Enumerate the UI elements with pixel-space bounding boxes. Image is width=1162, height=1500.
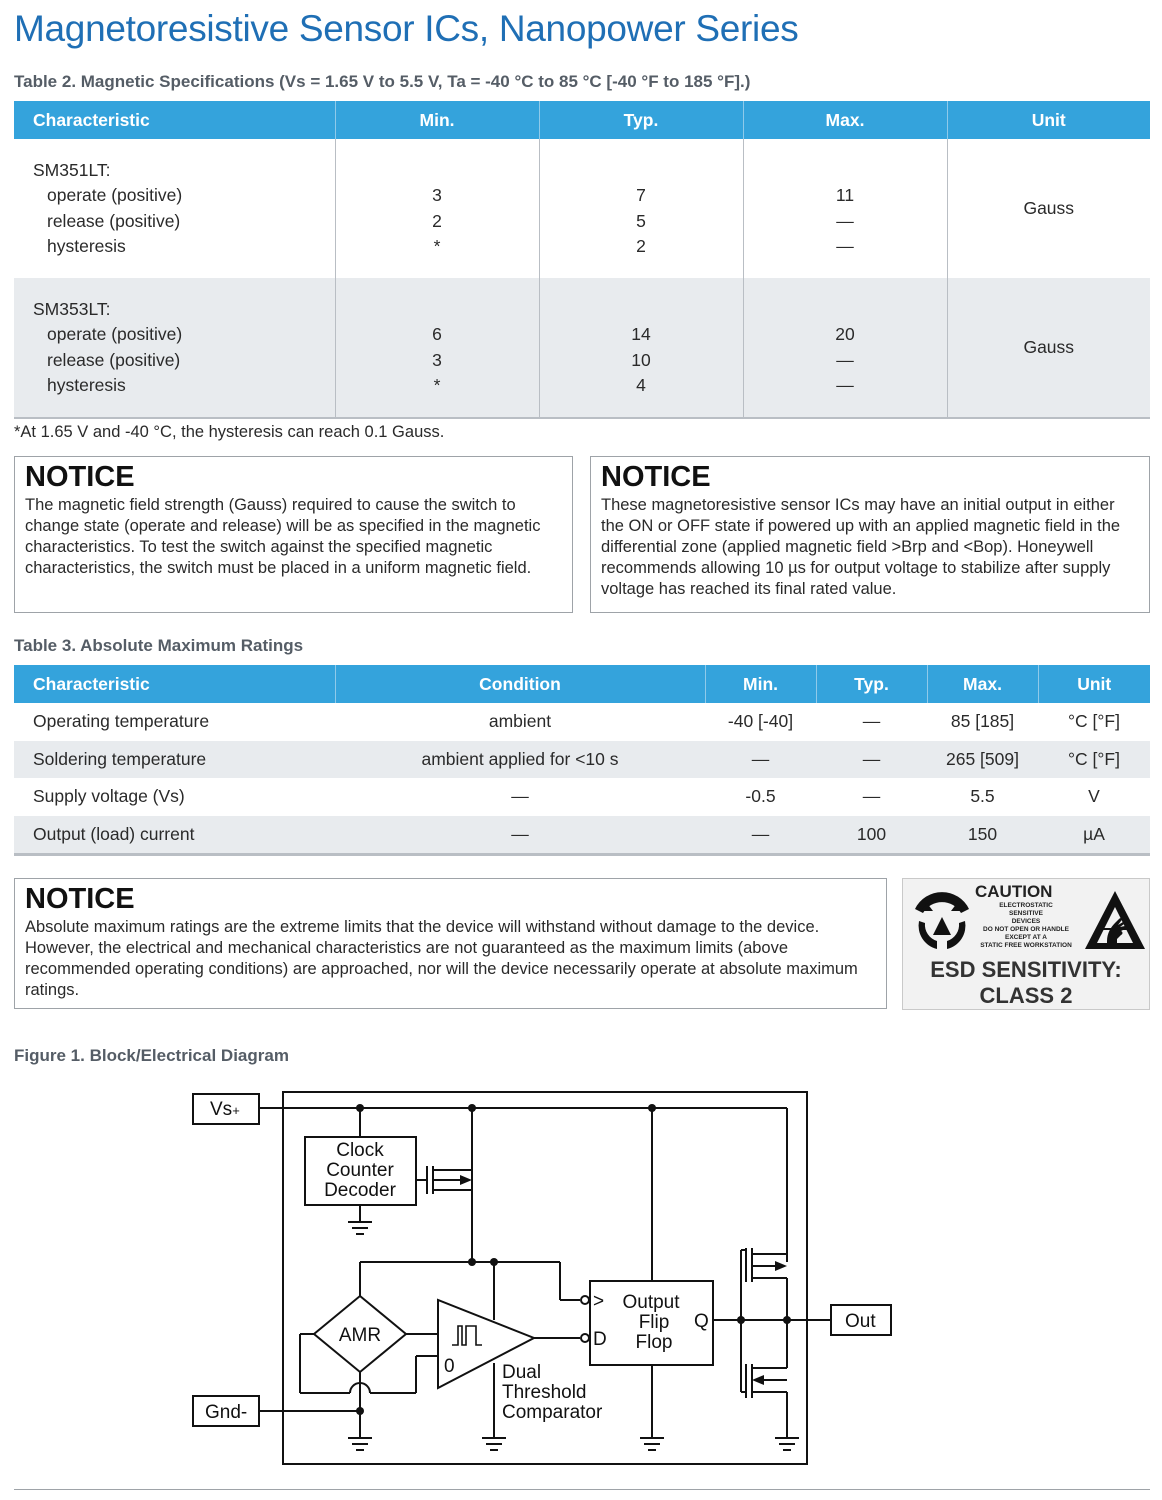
col-header: Min. xyxy=(705,665,816,703)
max-cell xyxy=(743,278,947,418)
col-header: Typ. xyxy=(816,665,927,703)
min-cell: — xyxy=(705,816,816,855)
absolute-max-table xyxy=(14,665,1150,856)
flipflop-label-line: Output xyxy=(622,1292,680,1313)
col-header: Typ. xyxy=(539,101,743,139)
col-header: Min. xyxy=(335,101,539,139)
table-header-row xyxy=(14,101,1150,139)
esd-sensitivity-text: ESD SENSITIVITY: CLASS 2 xyxy=(930,957,1122,1008)
table-row xyxy=(14,816,1150,855)
min-cell xyxy=(335,139,539,278)
max-cell: 150 xyxy=(927,816,1038,855)
out-pin-label: Out xyxy=(845,1311,876,1332)
block-diagram-svg xyxy=(0,1078,1162,1478)
unit-cell: °C [°F] xyxy=(1038,741,1150,779)
value: 3 xyxy=(432,349,442,370)
row-label: operate (positive) xyxy=(47,324,183,344)
row-label: hysteresis xyxy=(47,236,126,256)
condition-cell: ambient xyxy=(488,711,552,732)
table3-caption: Table 3. Absolute Maximum Ratings xyxy=(14,636,304,655)
typ-cell: — xyxy=(862,711,881,732)
col-header: Characteristic xyxy=(14,665,335,703)
row-label: release (positive) xyxy=(47,210,181,231)
notice-box xyxy=(14,456,573,613)
typ-cell: 100 xyxy=(816,816,927,855)
unit-cell: V xyxy=(1088,786,1100,807)
typ-cell xyxy=(539,139,743,278)
value: — xyxy=(836,349,854,370)
row-label: operate (positive) xyxy=(47,185,183,205)
condition-cell: — xyxy=(335,816,705,855)
max-cell: 265 [509] xyxy=(927,741,1038,779)
characteristic-cell: Supply voltage (Vs) xyxy=(33,786,185,807)
esd-symbol-icon xyxy=(907,887,977,957)
characteristic-cell: Output (load) current xyxy=(14,816,335,855)
clock-label-line: Clock xyxy=(336,1140,384,1161)
block-diagram xyxy=(0,1078,1162,1483)
characteristic-cell: Operating temperature xyxy=(33,711,210,732)
gnd-pin-label: Gnd- xyxy=(205,1402,248,1423)
flipflop-label-line: Flip xyxy=(638,1312,670,1333)
table-row xyxy=(14,778,1150,816)
min-cell: — xyxy=(705,741,816,779)
value: 5 xyxy=(636,210,646,231)
value: — xyxy=(836,210,854,231)
min-cell: -0.5 xyxy=(745,786,776,807)
comparator-zero-label: 0 xyxy=(444,1356,455,1377)
clock-label-line: Counter xyxy=(326,1160,394,1181)
esd-caution-label xyxy=(902,878,1150,1010)
value: — xyxy=(836,236,854,256)
group-name: SM351LT: xyxy=(33,159,111,180)
unit-cell: Gauss xyxy=(947,139,1150,278)
row-label: release (positive) xyxy=(47,349,181,370)
col-header: Unit xyxy=(1038,665,1150,703)
comparator-label-line: Threshold xyxy=(502,1382,587,1403)
table-row xyxy=(14,139,1150,278)
value: 2 xyxy=(432,210,442,231)
max-cell: 85 [185] xyxy=(950,711,1015,732)
col-header: Condition xyxy=(335,665,705,703)
characteristic-cell xyxy=(14,278,335,418)
comparator-label-line: Dual xyxy=(502,1362,542,1383)
unit-cell: Gauss xyxy=(947,278,1150,418)
min-cell: -40 [-40] xyxy=(727,711,794,732)
row-label: hysteresis xyxy=(47,375,126,395)
condition-cell: ambient applied for <10 s xyxy=(335,741,705,779)
notice-box xyxy=(14,878,887,1009)
max-cell: 5.5 xyxy=(970,786,995,807)
typ-cell: — xyxy=(862,786,881,807)
table-row xyxy=(14,741,1150,779)
typ-cell xyxy=(539,278,743,418)
col-header: Characteristic xyxy=(14,101,335,139)
unit-cell: °C [°F] xyxy=(1068,711,1120,732)
d-input-pin-label: D xyxy=(593,1329,607,1350)
comparator-label-line: Comparator xyxy=(502,1402,603,1423)
value: 3 xyxy=(432,185,442,205)
value: * xyxy=(433,236,441,256)
condition-cell: — xyxy=(511,786,529,807)
col-header: Max. xyxy=(927,665,1038,703)
value: * xyxy=(433,375,441,395)
notice-title: NOTICE xyxy=(601,461,711,493)
clock-input-pin-label: > xyxy=(593,1291,605,1312)
q-output-pin-label: Q xyxy=(694,1311,709,1332)
col-header: Unit xyxy=(947,101,1150,139)
table2-footnote: *At 1.65 V and -40 °C, the hysteresis can reach 0.1 Gauss. xyxy=(14,423,445,441)
value: 20 xyxy=(835,324,855,344)
characteristic-cell: Soldering temperature xyxy=(14,741,335,779)
table-header-row xyxy=(14,665,1150,703)
page-title: Magnetoresistive Sensor ICs, Nanopower Series xyxy=(14,8,799,49)
notice-body: These magnetoresistive sensor ICs may have an initial output in either the ON or OFF state if powered up with an applied magnetic field in the differential zone (applied magnetic field >Brp and <Bop). Honeywell recommends allowing 10 µs for output voltage to stabilize after supply voltage has reached its final rated value. xyxy=(601,496,1121,598)
figure1-caption: Figure 1. Block/Electrical Diagram xyxy=(14,1046,289,1065)
caution-subtext: ELECTROSTATIC SENSITIVE DEVICES DO NOT OPEN OR HANDLE EXCEPT AT A STATIC FREE WORKSTATION xyxy=(980,902,1072,949)
max-cell xyxy=(743,139,947,278)
table-row xyxy=(14,703,1150,741)
magnetic-spec-table xyxy=(14,101,1150,419)
notice-box xyxy=(590,456,1150,613)
value: 11 xyxy=(835,185,855,205)
bottom-rule xyxy=(14,1489,1150,1490)
value: 2 xyxy=(636,236,646,256)
table-row xyxy=(14,278,1150,418)
notice-body: Absolute maximum ratings are the extreme limits that the device will withstand without damage to the device. However, the electrical and mechanical characteristics are not guaranteed as the maximum limits (above recommended operating conditions) are approached, nor will the device necessarily operate at absolute maximum ratings. xyxy=(25,918,858,999)
amr-label: AMR xyxy=(338,1325,382,1346)
value: 10 xyxy=(631,349,651,370)
notice-body: The magnetic field strength (Gauss) required to cause the switch to change state (operate and release) will be as specified in the magnetic characteristics. To test the switch against the specified magnetic characteristics, the switch must be placed in a uniform magnetic field. xyxy=(25,496,541,577)
typ-cell: — xyxy=(816,741,927,779)
group-name: SM353LT: xyxy=(33,298,111,319)
clock-label-line: Decoder xyxy=(324,1180,396,1201)
caution-label: CAUTION xyxy=(975,882,1053,901)
value: 7 xyxy=(636,185,646,205)
esd-hand-triangle-icon xyxy=(1083,889,1147,953)
vs-pin-label: Vs+ xyxy=(210,1099,240,1120)
min-cell xyxy=(335,278,539,418)
characteristic-cell xyxy=(14,139,335,278)
notice-title: NOTICE xyxy=(25,461,135,493)
value: — xyxy=(836,375,854,395)
value: 4 xyxy=(636,375,646,395)
unit-cell: µA xyxy=(1038,816,1150,855)
value: 14 xyxy=(631,324,651,344)
table2-caption: Table 2. Magnetic Specifications (Vs = 1.65 V to 5.5 V, Ta = -40 °C to 85 °C [-40 °F to 185 °F].) xyxy=(14,72,751,91)
flipflop-label-line: Flop xyxy=(635,1332,673,1353)
notice-title: NOTICE xyxy=(25,883,135,915)
value: 6 xyxy=(432,324,442,344)
col-header: Max. xyxy=(743,101,947,139)
